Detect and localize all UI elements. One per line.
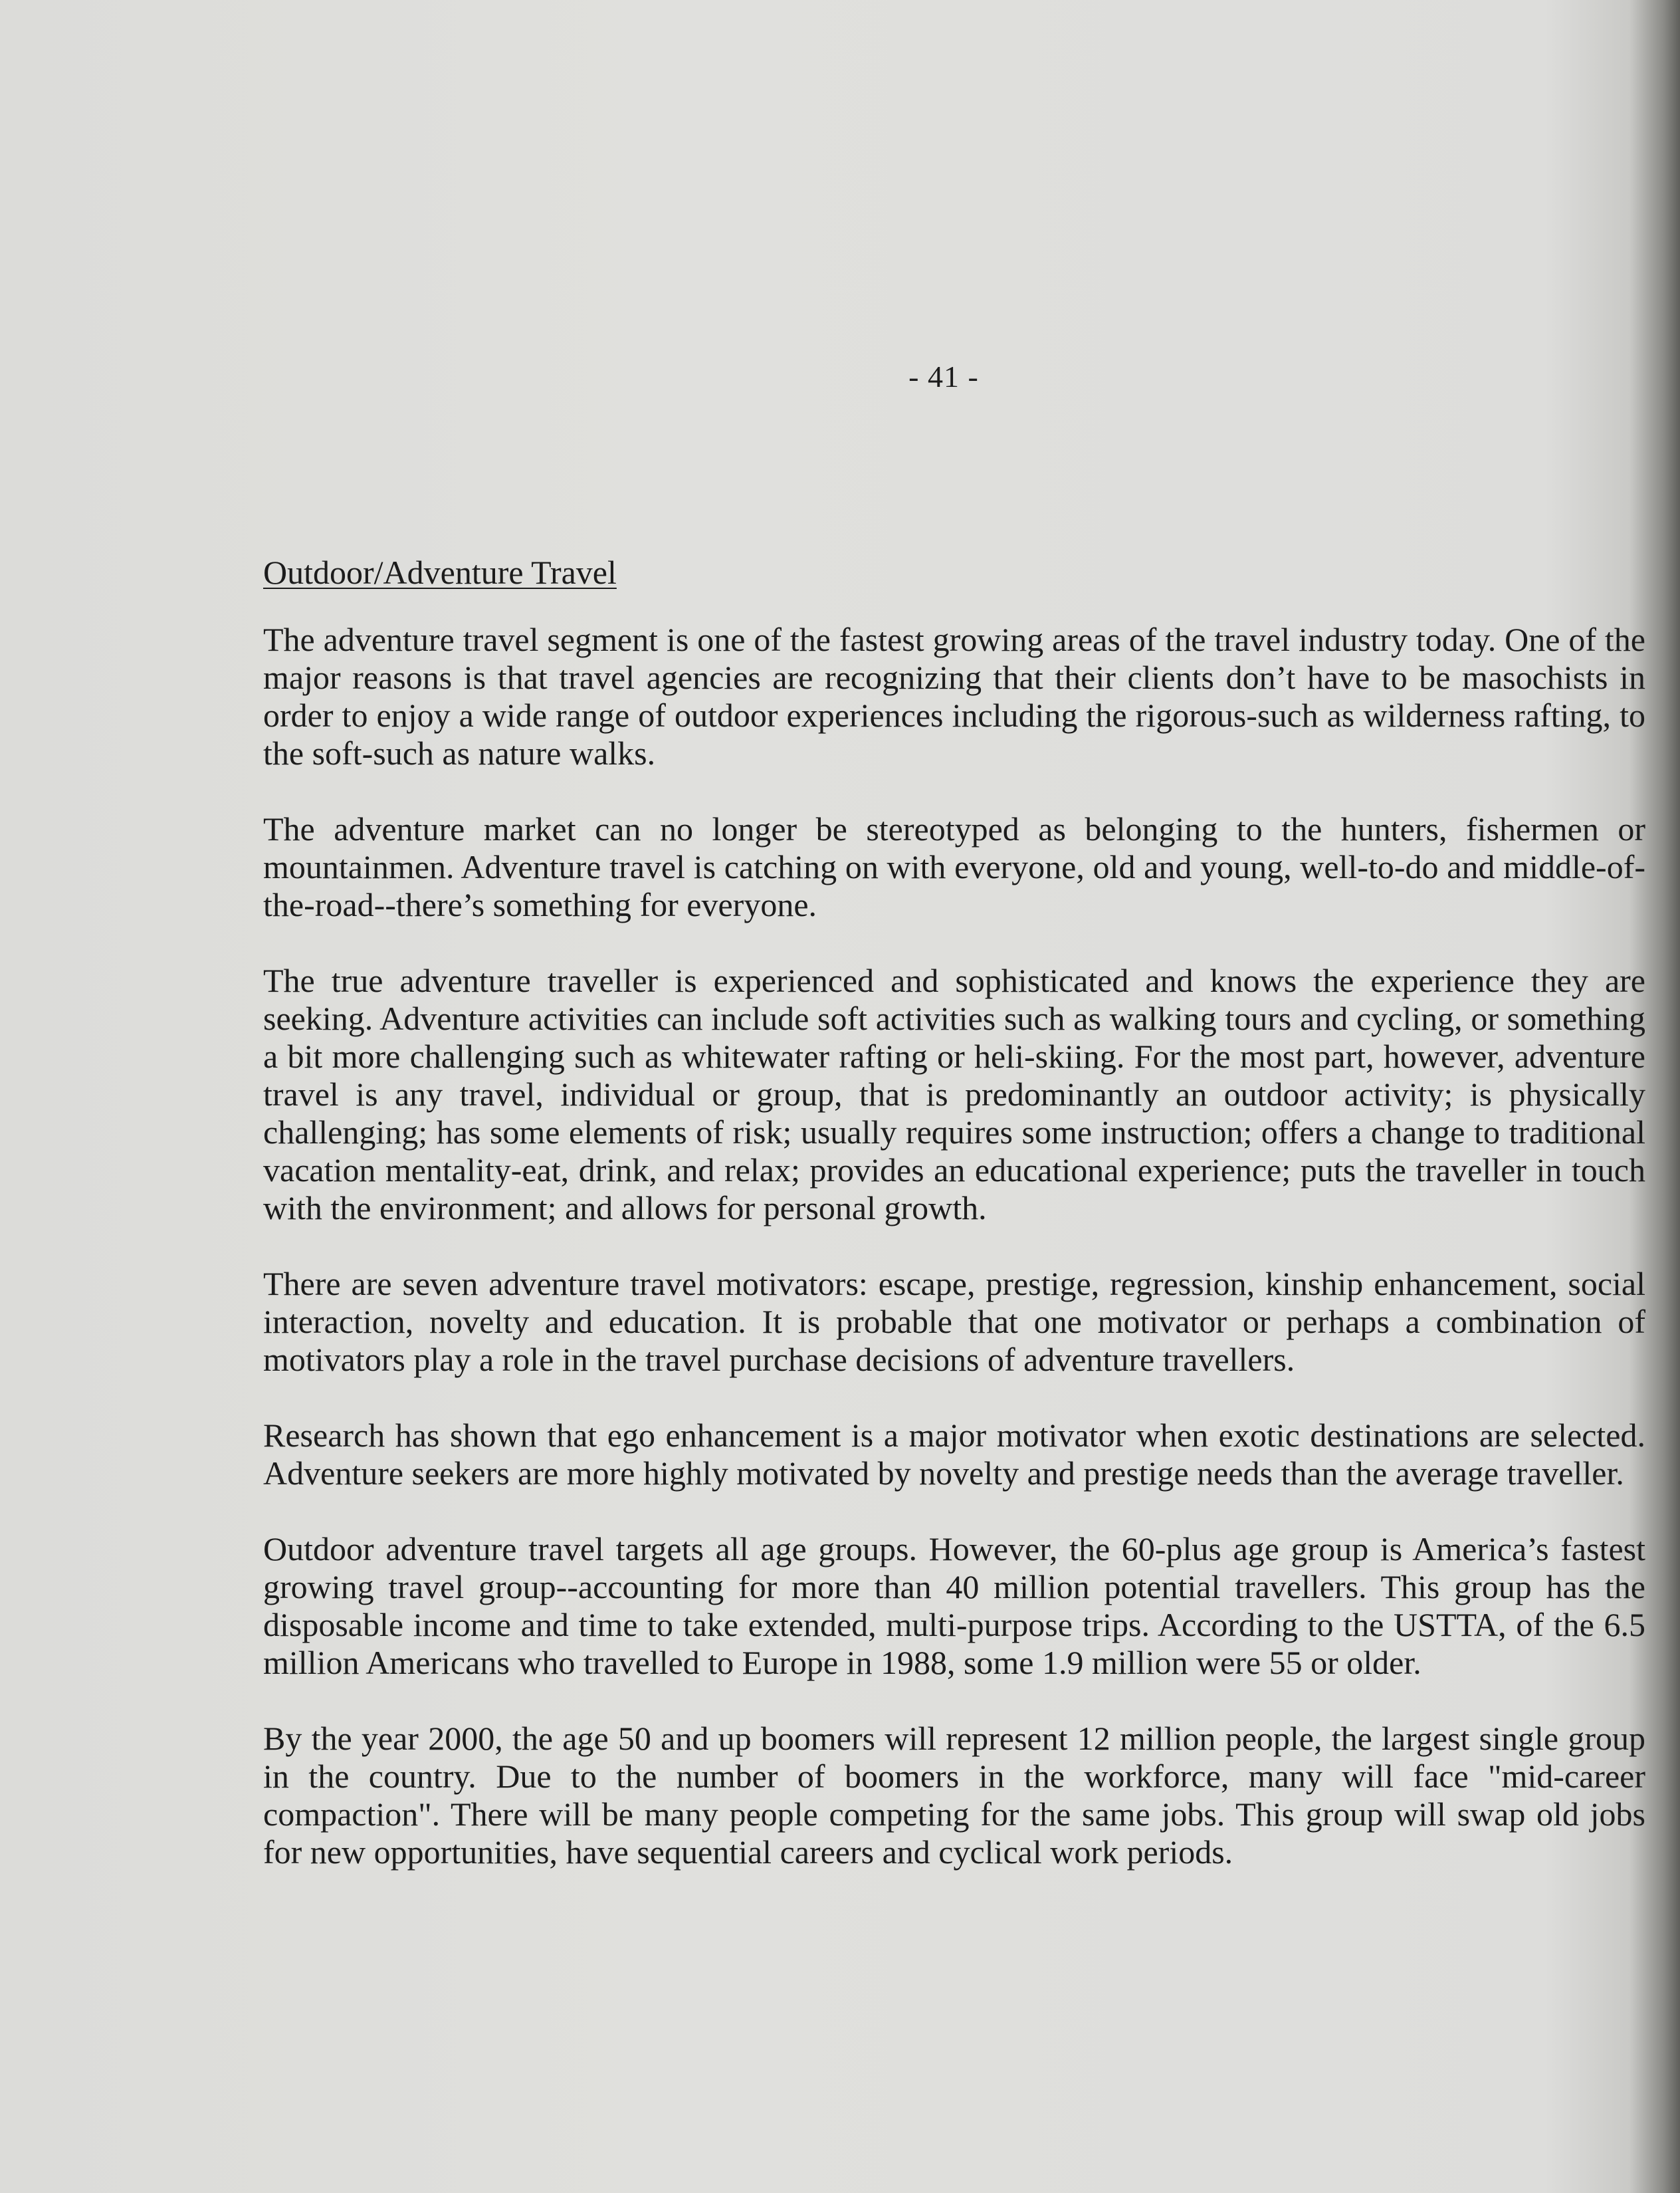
section-heading: Outdoor/Adventure Travel [263,554,617,591]
paragraph-4: There are seven adventure travel motivators: escape, prestige, regression, kinship enhancement, social interaction, novelty and education. It is probable that one motivator or perhaps a combination of motivators play a role in the travel purchase decisions of adventure travellers. [263,1265,1645,1378]
page-number: - 41 - [908,360,979,394]
paragraph-6: Outdoor adventure travel targets all age groups. However, the 60-plus age group is America’s fastest growing travel group--accounting for more than 40 million potential travellers. This group has the disposable income and time to take extended, multi-purpose trips. According to the USTTA, of the 6.5 million Americans who travelled to Europe in 1988, some 1.9 million were 55 or older. [263,1530,1645,1681]
paragraph-3: The true adventure traveller is experienced and sophisticated and knows the experience they are seeking. Adventure activities can include soft activities such as walking tours and cycling, or something a bit more challenging such as whitewater rafting or heli-skiing. For the most part, however, adventure travel is any travel, individual or group, that is predominantly an outdoor activity; is physically challenging; has some elements of risk; usually requires some instruction; offers a change to traditional vacation mentality-eat, drink, and relax; provides an educational experience; puts the traveller in touch with the environment; and allows for personal growth. [263,962,1645,1226]
paragraph-7: By the year 2000, the age 50 and up boomers will represent 12 million people, the largest single group in the country. Due to the number of boomers in the workforce, many will face "mid-career compaction". There will be many people competing for the same jobs. This group will swap old jobs for new opportunities, have sequential careers and cyclical work periods. [263,1720,1645,1871]
paragraph-1: The adventure travel segment is one of the fastest growing areas of the travel industry today. One of the major reasons is that travel agencies are recognizing that their clients don’t have to be masochists in order to enjoy a wide range of outdoor experiences including the rigorous-such as wilderness rafting, to the soft-such as nature walks. [263,621,1645,772]
paragraph-2: The adventure market can no longer be stereotyped as belonging to the hunters, fishermen or mountainmen. Adventure travel is catching on with everyone, old and young, well-to-do and middle-of-the-road--there’s something for everyone. [263,810,1645,923]
section-body [263,553,1645,1871]
paragraph-5: Research has shown that ego enhancement is a major motivator when exotic destinations are selected. Adventure seekers are more highly motivated by novelty and prestige needs than the average traveller. [263,1417,1645,1492]
